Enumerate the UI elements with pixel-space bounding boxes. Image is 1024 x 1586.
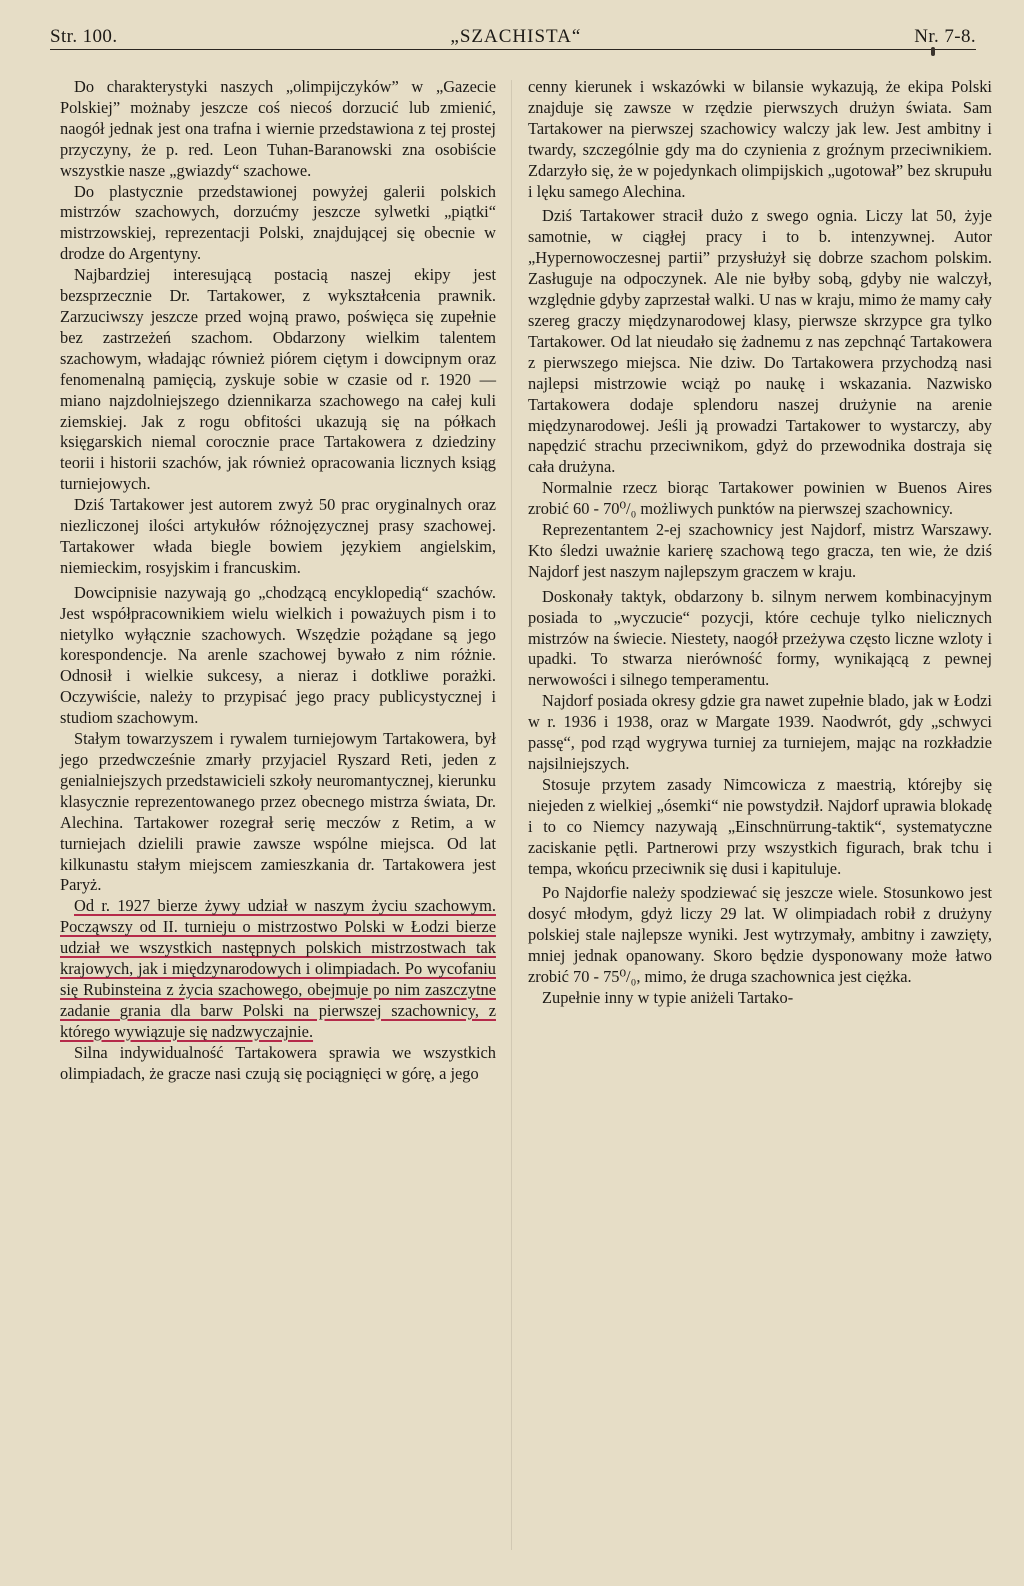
paragraph: Silna indywidualność Tartakowera sprawia we wszystkich olimpiadach, że gracze nasi czują się pociągnięci w górę, a jego bbox=[60, 1042, 496, 1083]
left-column bbox=[60, 77, 496, 1085]
paragraph: Stosuje przytem zasady Nimcowicza z maestrią, którejby się niejeden z wielkiej „ósemki“ nie powstydził. Najdorf uprawia blokadę i to co Niemcy nazywają „Einschnürrung-taktik“, systematyczne zaciskanie pętli. Partnerowi przy wszystkich figurach, brak tchu i tempa, wkońcu przeciwnik się dusi i kapituluje. bbox=[528, 774, 992, 878]
print-mark bbox=[931, 47, 935, 56]
paragraph: Najbardziej interesującą postacią naszej ekipy jest bezsprzecznie Dr. Tartakower, z wykształcenia prawnik. Zarzuciwszy jeszcze przed wojną prawo, poświęca się zupełnie bez zastrzeżeń szachom. Obdarzony wielkim talentem szachowym, władając również piórem ciętym i dowcipnym oraz fenomenalną pamięcią, zyskuje sobie w czasie od r. 1920 — miano najzdolniejszego dziennikarza szachowego na całej kuli ziemskiej. Jak z rogu obfitości ukazują się na półkach księgarskich niemal corocznie prace Tartakowera z dziedziny teorii i historii szachów, jak również opracowania licznych ksiąg turniejowych. bbox=[60, 265, 496, 494]
paragraph: Najdorf posiada okresy gdzie gra nawet zupełnie blado, jak w Łodzi w r. 1936 i 1938, oraz w Margate 1939. Naodwrót, gdy „schwyci passę“, pod rząd wygrywa turniej za turniejem, mając na rozkładzie najsilniejszych. bbox=[528, 691, 992, 773]
paragraph-continued: cenny kierunek i wskazówki w bilansie wykazują, że ekipa Polski znajduje się zawsze w rzędzie pierwszych drużyn świata. Sam Tartakower na pierwszej szachowicy walczy jak lew. Jest ambitny i twardy, szczególnie gdy ma do czynienia z groźnym przeciwnikiem. Zdarzyło się, że w pojedynkach olimpijskich „ugotował” bez skrupułu i lęku samego Alechina. bbox=[528, 77, 992, 201]
paragraph: Reprezentantem 2-ej szachownicy jest Najdorf, mistrz Warszawy. Kto śledzi uważnie karierę szachową tego gracza, ten wie, że dziś Najdorf jest naszym najlepszym graczem w kraju. bbox=[528, 520, 992, 581]
page-number: Str. 100. bbox=[50, 26, 118, 47]
paragraph: Dowcipnisie nazywają go „chodzącą encyklopedią“ szachów. Jest współpracownikiem wielu wielkich i poważuych pism i to nietylko wyłącznie szachowych. Wszędzie pożądane są jego korespondencje. Na arenle szachowej bywało z nim różnie. Odnosił i wielkie sukcesy, a nieraz i dotkliwe porażki. Oczywiście, należy to przypisać jego pracy publicystycznej i studiom szachowym. bbox=[60, 582, 496, 728]
paragraph: Dziś Tartakower stracił dużo z swego ognia. Liczy lat 50, żyje samotnie, w ciągłej pracy i to b. intenzywnej. Autor „Hypernowoczesnej partii” przysłużył się dobrze szachom polskim. Zasługuje na odpoczynek. Ale nie byłby sobą, gdyby nie walczył, względnie gdyby zaprzestał walki. U nas w kraju, mimo że mamy cały szereg graczy międzynarodowej klasy, pierwsze skrzypce gra tylko Tartakower. Od lat nieudało się żadnemu z nas zepchnąć Tartakowera z pierwszego miejsca. Nie dziw. Do Tartakowera przychodzą nasi najlepsi mistrzowie wciąż po naukę i wskazania. Nazwisko Tartakowera dodaje splendoru naszej drużynie na arenie międzynarodowej. Jeśli ją prowadzi Tartakower to wystarczy, aby napędzić strachu przeciwnikom, gdyż do przewodnika dostraja się cała drużyna. bbox=[528, 206, 992, 477]
column-divider bbox=[511, 80, 512, 1550]
paragraph: Stałym towarzyszem i rywalem turniejowym Tartakowera, był jego przedwcześnie zmarły przyjaciel Ryszard Reti, jeden z genialniejszych przedstawicieli szkoły neuromantycznej, kierunku klasycznie reprezentowanego przez obecnego mistrza świata, Dr. Alechina. Tartakower rozegrał serię meczów z Retim, a w turniejach dzielili prawie zawsze wspólne miejsca. Od lat kilkunastu stałym miejscem zamieszkania dr. Tartakowera jest Paryż. bbox=[60, 729, 496, 895]
paragraph: Do plastycznie przedstawionej powyżej galerii polskich mistrzów szachowych, dorzućmy jeszcze sylwetki „piątki“ mistrzowskiej, reprezentacji Polski, znajdującej się obecnie w drodze do Argentyny. bbox=[60, 181, 496, 264]
paragraph: Zupełnie inny w typie aniżeli Tartako- bbox=[542, 987, 794, 1007]
right-column bbox=[528, 77, 992, 1009]
paragraph: Po Najdorfie należy spodziewać się jeszcze wiele. Stosunkowo jest dosyć młodym, gdyż liczy 29 lat. W olimpiadach robił z drużyny polskiej stale najlepsze wyniki. Jest wytrzymały, ambitny i zawzięty, mniej jednak opanowany. Skoro będzie dysponowany może łatwo zrobić 70 - 75⁰/₀, mimo, że druga szachownica jest ciężka. bbox=[528, 883, 992, 987]
issue-number: Nr. 7-8. bbox=[914, 26, 976, 47]
journal-title: „SZACHISTA“ bbox=[450, 26, 582, 47]
page-header bbox=[50, 18, 976, 50]
paragraph: Dziś Tartakower jest autorem zwyż 50 prac oryginalnych oraz niezliczonej ilości artykułów różnojęzycznej prasy szachowej. Tartakower włada biegle bowiem językiem angielskim, niemieckim, rosyjskim i francuskim. bbox=[60, 495, 496, 577]
paragraph: Doskonały taktyk, obdarzony b. silnym nerwem kombinacyjnym posiada to „wyczucie“ pozycji, które cechuje tylko nielicznych mistrzów na świecie. Niestety, naogół przeżywa często liczne wzloty i upadki. To stwarza nierówność formy, wynikającą z pewnej nerwowości i silnego temperamentu. bbox=[528, 586, 992, 690]
paragraph: Do charakterystyki naszych „olimpijczyków” w „Gazecie Polskiej” możnaby jeszcze coś niecoś dorzucić lub zmienić, naogół jednak jest ona trafna i wiernie przedstawiona z tej prostej przyczyny, że p. red. Leon Tuhan-Baranowski zna osobiście wszystkie nasze „gwiazdy“ szachowe. bbox=[60, 77, 496, 180]
underlined-paragraph: Od r. 1927 bierze żywy udział w naszym życiu szachowym. Począwszy od II. turnieju o mistrzostwo Polski w Łodzi bierze udział we wszystkich następnych polskich mistrzostwach tak krajowych, jak i międzynarodowych i olimpiadach. Po wycofaniu się Rubinsteina z życia szachowego, obejmuje po nim zaszczytne zadanie grania dla barw Polski na pierwszej szachownicy, z którego wywiązuje się nadzwyczajnie. bbox=[60, 896, 496, 1041]
paragraph: Normalnie rzecz biorąc Tartakower powinien w Buenos Aires zrobić 60 - 70⁰/₀ możliwych punktów na pierwszej szachownicy. bbox=[528, 478, 992, 519]
